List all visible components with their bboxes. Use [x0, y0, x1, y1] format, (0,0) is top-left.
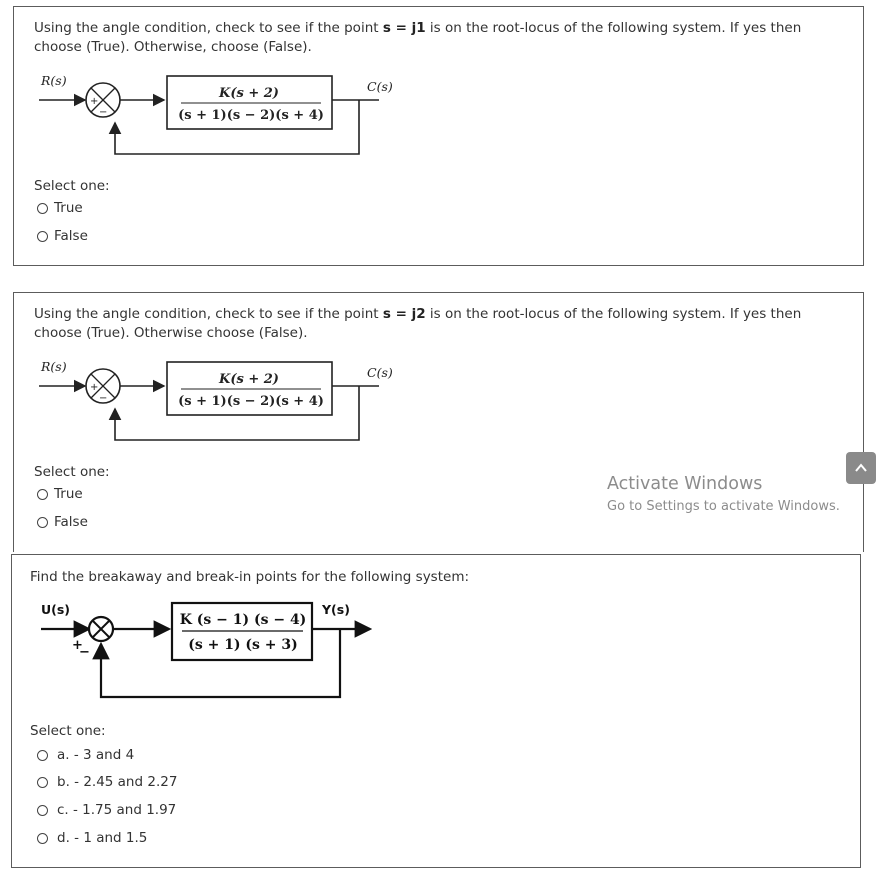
option-c[interactable]: c. - 1.75 and 1.97: [37, 802, 176, 818]
plus-sign: +: [90, 96, 99, 107]
summing-junction: [86, 83, 120, 118]
output-label: C(s): [367, 365, 393, 380]
option-a[interactable]: a. - 3 and 4: [37, 747, 134, 763]
option-true[interactable]: True: [37, 486, 83, 502]
radio-button[interactable]: [37, 750, 48, 761]
option-d[interactable]: d. - 1 and 1.5: [37, 830, 147, 846]
tf-numerator: K (s − 1) (s − 4): [179, 612, 307, 628]
input-label: U(s): [41, 602, 71, 617]
option-true[interactable]: True: [37, 200, 83, 216]
minus-sign: −: [99, 393, 108, 404]
radio-button[interactable]: [37, 203, 48, 214]
question-card-3: [11, 554, 861, 868]
radio-button[interactable]: [37, 833, 48, 844]
question-point: s = j1: [382, 20, 426, 36]
select-one-label: Select one:: [34, 464, 110, 480]
tf-numerator: K(s + 2): [219, 86, 279, 101]
question-card-1: [13, 6, 864, 266]
input-label: R(s): [41, 73, 67, 88]
question-text: Find the breakaway and break-in points for the following system:: [30, 569, 470, 585]
activate-windows-title: Activate Windows: [607, 474, 763, 494]
summing-junction: [86, 369, 120, 404]
question-text: Using the angle condition, check to see if the point s = j2 is on the root-locus of the following system. If yes then choose (True). Otherwise choose (False).: [34, 306, 802, 341]
option-false[interactable]: False: [37, 228, 88, 244]
tf-denominator: (s + 1) (s + 3): [188, 637, 298, 653]
summing-junction: [89, 617, 113, 641]
output-label: C(s): [367, 79, 393, 94]
activate-windows-subtitle: Go to Settings to activate Windows.: [607, 499, 840, 514]
radio-button[interactable]: [37, 231, 48, 242]
radio-button[interactable]: [37, 489, 48, 500]
input-label: R(s): [41, 359, 67, 374]
question-point: s = j2: [382, 306, 426, 322]
plus-sign: +: [72, 638, 83, 653]
radio-button[interactable]: [37, 805, 48, 816]
tf-denominator: (s + 1)(s − 2)(s + 4): [178, 108, 324, 123]
question-text: Using the angle condition, check to see if the point s = j1 is on the root-locus of the following system. If yes then choose (True). Otherwise, choose (False).: [34, 20, 802, 55]
select-one-label: Select one:: [34, 178, 110, 194]
output-label: Y(s): [322, 602, 350, 617]
block-diagram: [37, 599, 397, 709]
scroll-top-button[interactable]: [846, 452, 876, 484]
tf-denominator: (s + 1)(s − 2)(s + 4): [178, 394, 324, 409]
radio-button[interactable]: [37, 777, 48, 788]
chevron-up-icon: [846, 452, 876, 484]
tf-numerator: K(s + 2): [219, 372, 279, 387]
option-b[interactable]: b. - 2.45 and 2.27: [37, 774, 177, 790]
block-diagram: [39, 355, 399, 445]
minus-sign: −: [99, 107, 108, 118]
block-diagram: [39, 69, 399, 159]
minus-sign: −: [79, 645, 90, 660]
option-false[interactable]: False: [37, 514, 88, 530]
plus-sign: +: [90, 382, 99, 393]
radio-button[interactable]: [37, 517, 48, 528]
select-one-label: Select one:: [30, 723, 106, 739]
